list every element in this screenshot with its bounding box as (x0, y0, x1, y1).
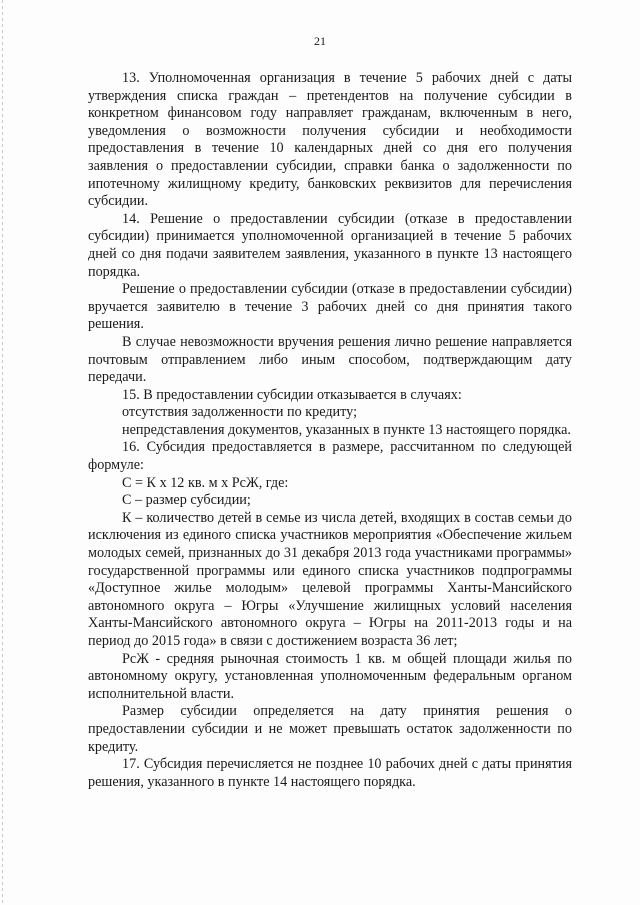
paragraph-15: 15. В предоставлении субсидии отказывается в случаях: (122, 386, 462, 403)
scan-edge (2, 0, 3, 905)
paragraph-16: 16. Субсидия предоставляется в размере, рассчитанном по следующей формуле: (88, 439, 572, 474)
paragraph-15-case-1: отсутствия задолженности по кредиту; (122, 404, 358, 421)
formula-def-c: С – размер субсидии; (122, 492, 251, 509)
formula: С = К х 12 кв. м х РсЖ, где: (122, 474, 289, 491)
paragraph-14: 14. Решение о предоставлении субсидии (отказе в предоставлении субсидии) принимается уполномоченной организацией в течение 5 рабочих дней со дня подачи заявителем заявления, указанного в пункте 13 настоящего порядка. (88, 210, 572, 280)
page-number: 21 (314, 34, 326, 48)
document-body (88, 70, 572, 791)
paragraph-14-mail: В случае невозможности вручения решения лично решение направляется почтовым отправлением либо иным способом, подтверждающим дату передачи. (88, 333, 572, 386)
paragraph-17: 17. Субсидия перечисляется не позднее 10 рабочих дней с даты принятия решения, указанного в пункте 14 настоящего порядка. (88, 756, 572, 790)
paragraph-15-case-2: непредставления документов, указанных в пункте 13 настоящего порядка. (122, 421, 571, 438)
formula-def-k: К – количество детей в семье из числа детей, входящих в состав семьи до исключения из единого списка участников мероприятия «Обеспечение жильем молодых семей, признанных до 31 декабря 2013 года участниками программы» государственной программы или единого списка участников подпрограммы «Доступное жилье молодым» целевой программы Ханты-Мансийского автономного округа – Югры «Улучшение жилищных условий населения Ханты-Мансийского автономного округа – Югры на 2011-2013 годы и на период до 2015 года» в связи с достижением возраста 36 лет; (88, 509, 572, 649)
formula-def-rszh: РсЖ - средняя рыночная стоимость 1 кв. м общей площади жилья по автономному округу, установленная уполномоченным федеральным органом исполнительной власти. (88, 650, 572, 702)
paragraph-13: 13. Уполномоченная организация в течение 5 рабочих дней с даты утверждения списка граждан – претендентов на получение субсидии в конкретном финансовом году направляет гражданам, включенным в него, уведомления о возможности получения субсидии и необходимости предоставления в течение 10 календарных дней со дня его получения заявления о предоставлении субсидии, справки банка о задолженности по ипотечному жилищному кредиту, банковских реквизитов для перечисления субсидии. (88, 70, 572, 210)
paragraph-14-delivery: Решение о предоставлении субсидии (отказе в предоставлении субсидии) вручается заявителю в течение 3 рабочих дней со дня принятия такого решения. (88, 281, 572, 333)
paragraph-16-amount: Размер субсидии определяется на дату принятия решения о предоставлении субсидии и не может превышать остаток задолженности по кредиту. (88, 703, 572, 755)
